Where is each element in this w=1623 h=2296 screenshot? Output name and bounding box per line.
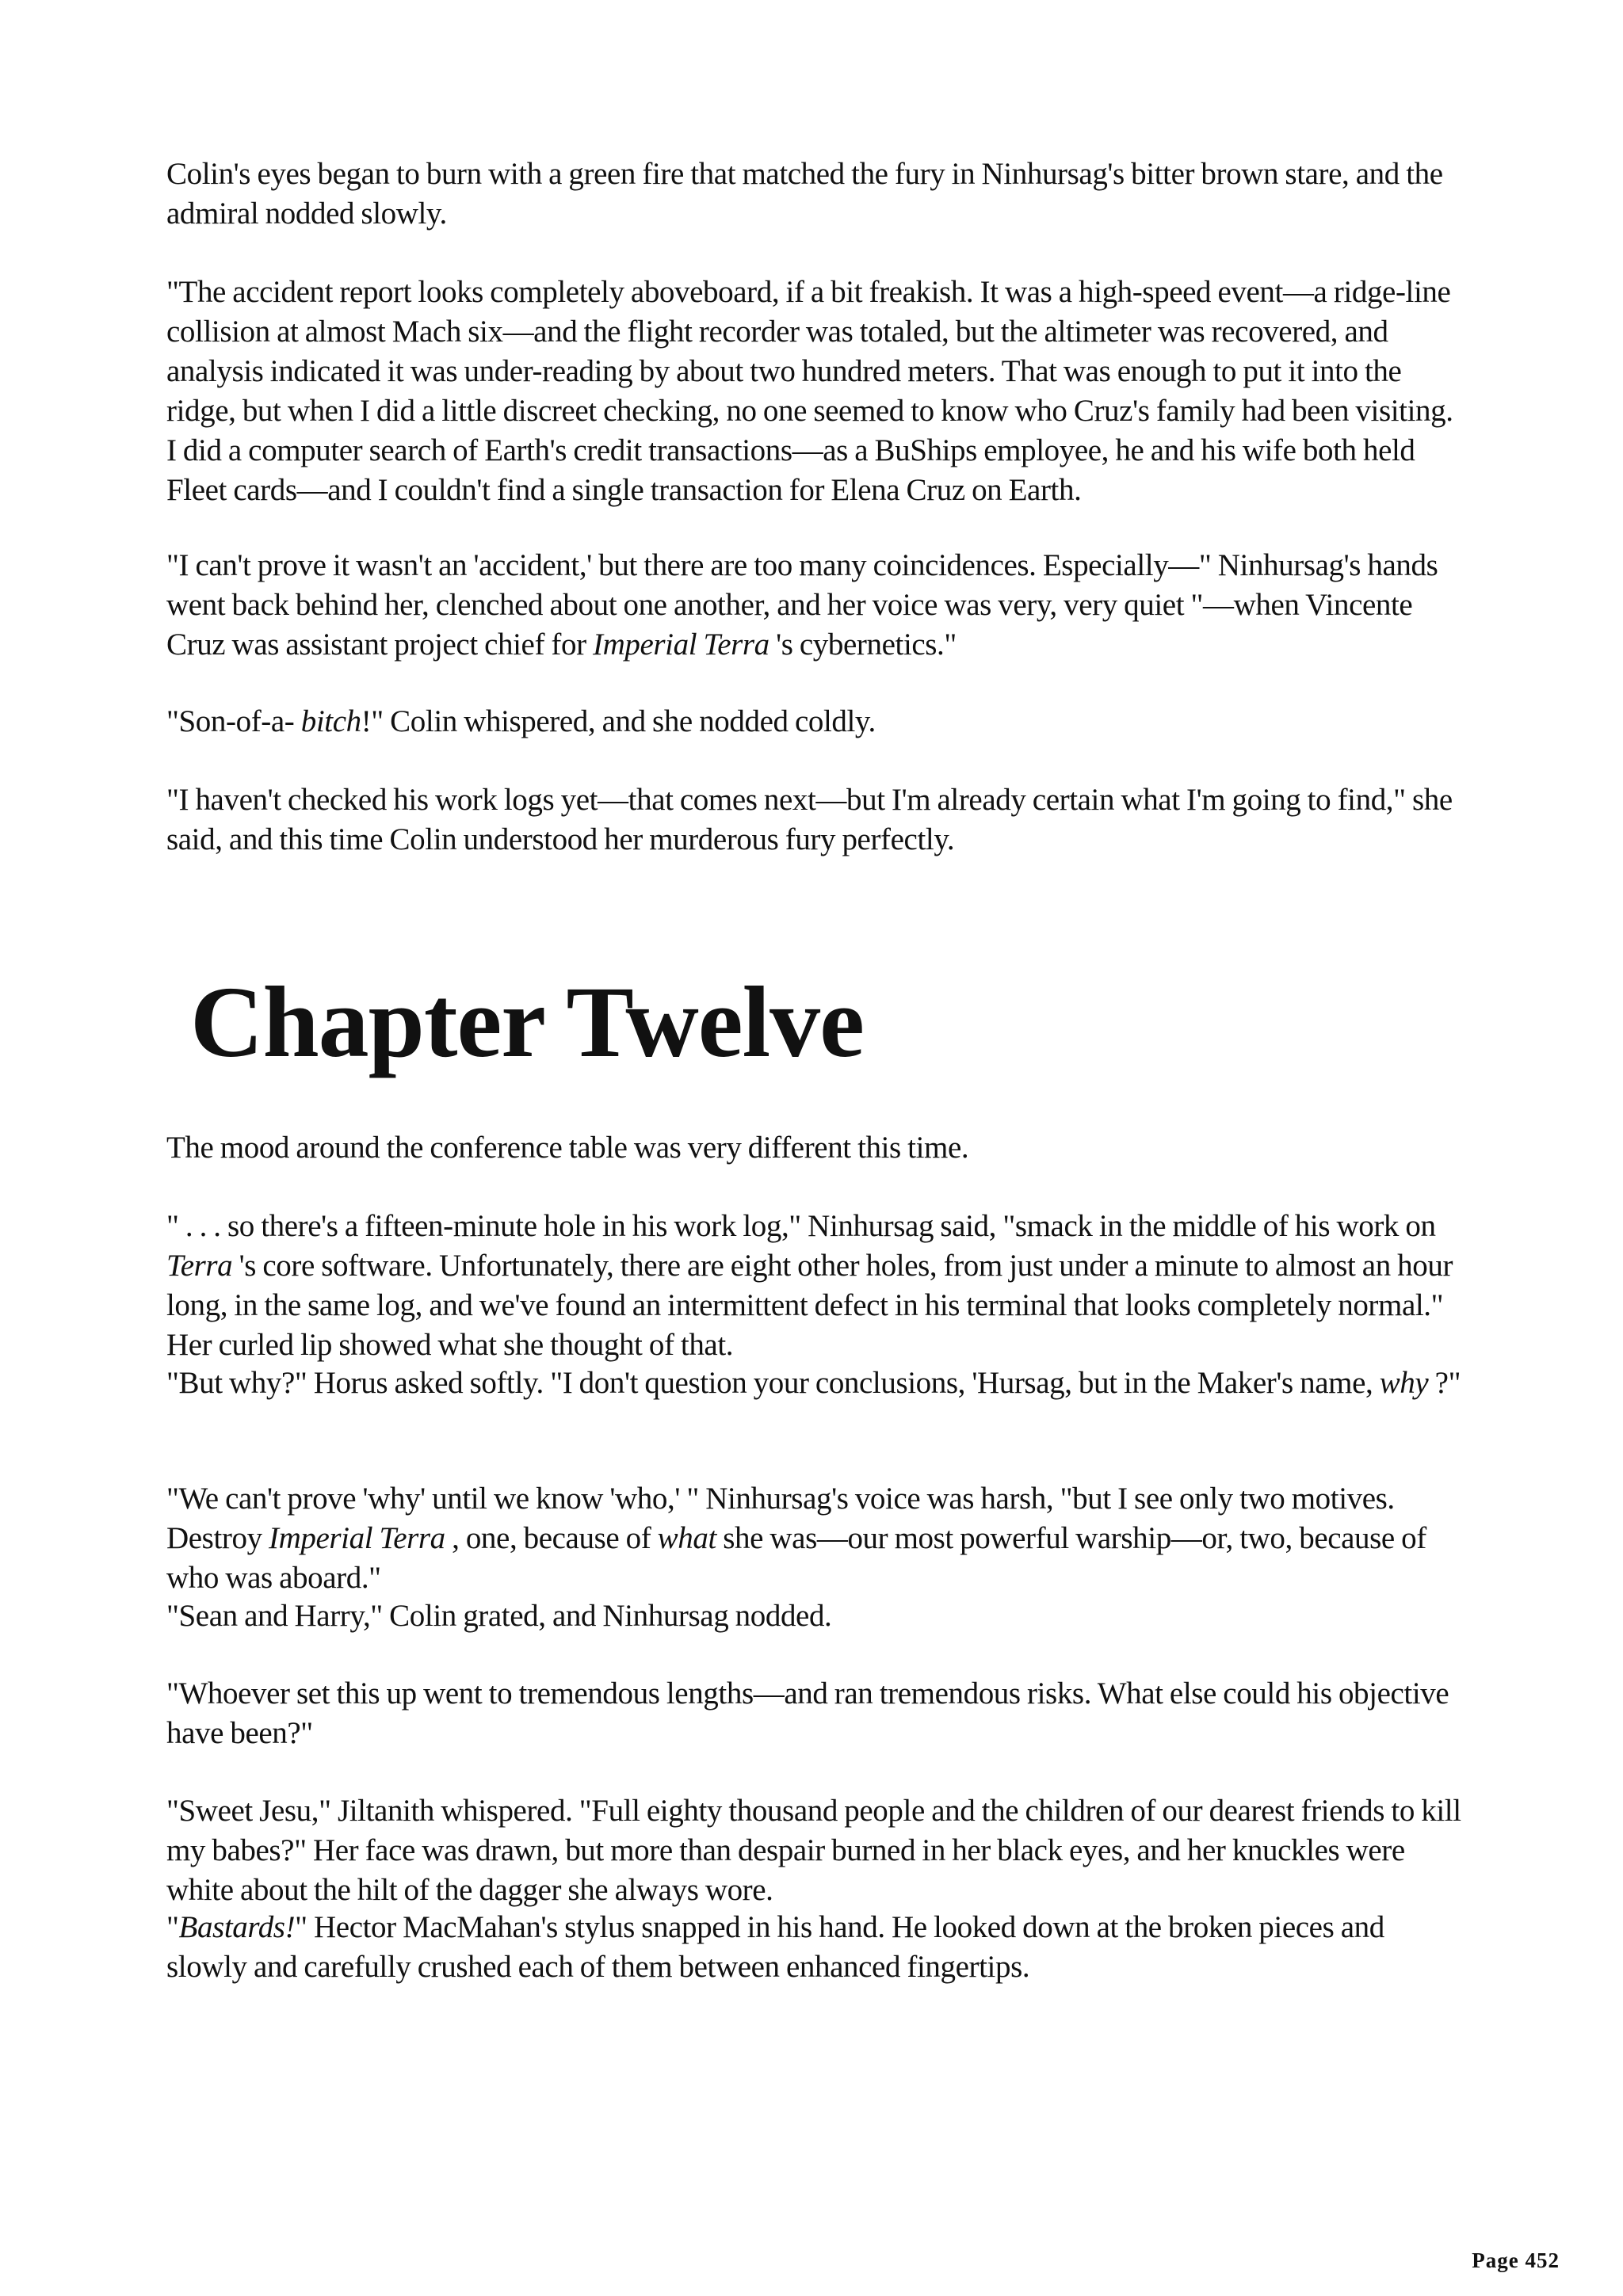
paragraph-colins-eyes — [166, 154, 1466, 234]
italic-emphasis: bitch — [300, 704, 361, 738]
paragraph-text: "I haven't checked his work logs yet—that comes next—but I'm already certain what I'm going to find," she said, and this time Colin understood her murderous fury perfectly. — [166, 783, 1453, 856]
paragraph-text: " Hector MacMahan's stylus snapped in his hand. He looked down at the broken pieces and slowly and carefully crushed each of them between enhanced fingertips. — [166, 1910, 1384, 1984]
paragraph-text: "Son-of-a- — [166, 704, 301, 738]
paragraph-text: Colin's eyes began to burn with a green fire that matched the fury in Ninhursag's bitter brown stare, and the admiral nodded slowly. — [166, 157, 1443, 231]
paragraph-text: !" Colin whispered, and she nodded coldly. — [361, 704, 876, 738]
italic-ship-name: Imperial Terra — [593, 627, 769, 662]
paragraph-sweet-jesu — [166, 1791, 1466, 1910]
page-number: Page 452 — [1472, 2248, 1560, 2272]
paragraph-bastards — [166, 1908, 1466, 1987]
paragraph-accident-report — [166, 273, 1466, 510]
paragraph-text: "I can't prove it wasn't an 'accident,' but there are too many coincidences. Especially—" Ninhursag's hands went back behind her, clenched about one another, and her voice was very, very quiet "—when Vincente Cruz was assistant project chief for — [166, 548, 1438, 662]
paragraph-but-why — [166, 1363, 1466, 1403]
paragraph-text: 's core software. Unfortunately, there are eight other holes, from just under a minute to almost an hour long, in the same log, and we've found an intermittent defect in his terminal that looks completely normal." Her curled lip showed what she thought of that. — [166, 1249, 1453, 1362]
paragraph-son-of-a — [166, 702, 1466, 742]
paragraph-sean-and-harry — [166, 1596, 1466, 1636]
paragraph-text: "Whoever set this up went to tremendous lengths—and ran tremendous risks. What else could his objective have been?" — [166, 1676, 1449, 1750]
paragraph-tremendous-lengths — [166, 1674, 1466, 1753]
paragraph-work-logs — [166, 780, 1466, 860]
paragraph-text: 's cybernetics." — [769, 627, 957, 662]
paragraph-text: "The accident report looks completely aboveboard, if a bit freakish. It was a high-speed event—a ridge-line collision at almost Mach six—and the flight recorder was totaled, but the altimeter was recovered, and analysis indicated it was under-reading by about two hundred meters. That was enough to put it into the ridge, but when I did a little discreet checking, no one seemed to know who Cruz's family had been visiting. I did a computer search of Earth's credit transactions—as a BuShips employee, he and his wife both held Fleet cards—and I couldn't find a single transaction for Elena Cruz on Earth. — [166, 275, 1453, 507]
paragraph-text: " . . . so there's a fifteen-minute hole in his work log," Ninhursag said, "smack in the middle of his work on — [166, 1209, 1436, 1243]
chapter-title: Chapter Twelve — [190, 966, 864, 1078]
paragraph-text: " — [166, 1910, 179, 1944]
italic-ship-name: Imperial Terra — [269, 1521, 445, 1555]
paragraph-text: "Sean and Harry," Colin grated, and Ninhursag nodded. — [166, 1599, 832, 1633]
paragraph-text: "But why?" Horus asked softly. "I don't question your conclusions, 'Hursag, but in the Maker's name, — [166, 1366, 1380, 1400]
paragraph-fifteen-minute-hole — [166, 1207, 1466, 1365]
paragraph-text: "We can't prove 'why' until we know 'who,' " Ninhursag's voice was harsh, "but I see only two motives. Destroy — [166, 1482, 1395, 1555]
italic-emphasis: why — [1379, 1366, 1429, 1400]
paragraph-text: , one, because of — [445, 1521, 658, 1555]
italic-ship-name: Terra — [166, 1249, 233, 1283]
paragraph-conference-mood — [166, 1128, 1466, 1168]
paragraph-text: ?" — [1428, 1366, 1461, 1400]
paragraph-two-motives — [166, 1479, 1466, 1598]
paragraph-text: "Sweet Jesu," Jiltanith whispered. "Full eighty thousand people and the children of our dearest friends to kill my babes?" Her face was drawn, but more than despair burned in her black eyes, and her knuckles were white about the hilt of the dagger she always wore. — [166, 1794, 1461, 1907]
italic-emphasis: what — [657, 1521, 716, 1555]
paragraph-cant-prove — [166, 546, 1466, 665]
italic-emphasis: Bastards! — [178, 1910, 296, 1944]
paragraph-text: The mood around the conference table was very different this time. — [166, 1131, 969, 1165]
paragraph-text: she was—our most powerful warship—or, two, because of who was aboard." — [166, 1521, 1426, 1595]
